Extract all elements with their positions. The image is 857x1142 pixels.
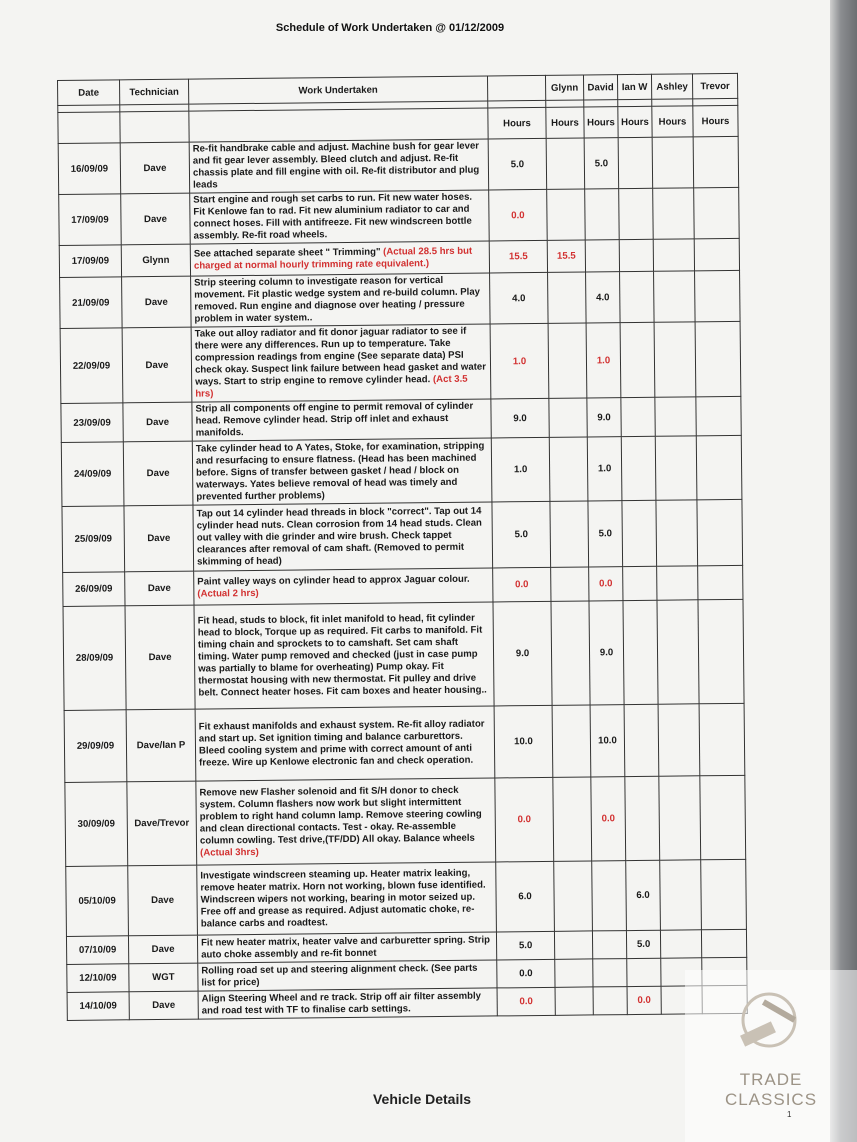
header-date: Date <box>58 80 120 106</box>
row-total-hours: 5.0 <box>496 931 554 960</box>
row-technician: Dave <box>125 571 194 606</box>
table-row <box>59 187 739 245</box>
row-date: 07/10/09 <box>66 936 128 965</box>
row-work-description <box>194 602 494 709</box>
row-glynn-hours: 15.5 <box>547 240 585 272</box>
work-text: Fit head, studs to block, fit inlet manifold to head, fit cylinder head to block, Torque up as required. Fit carbs to manifold. Fit timing chain and sprockets to to camshaft. Set cam shaft timing. Water pump removed and checked (just in case pump was partially to blame for overheating) Pump okay. Fit thermostat housing with new thermostat. Fit pulley and drive belt. Connect heater hoses. Fit cam boxes and heater housing.. <box>197 612 487 699</box>
row-david-hours: 10.0 <box>590 705 625 777</box>
header-total-blank <box>487 75 545 101</box>
row-date: 12/10/09 <box>67 964 129 993</box>
row-date: 30/09/09 <box>65 782 128 867</box>
row-technician: Glynn <box>121 244 190 277</box>
table-row <box>66 859 747 936</box>
actual-hours-note: (Actual 2 hrs) <box>197 587 259 600</box>
row-ian-w-hours <box>624 704 659 776</box>
row-ashley-hours <box>654 322 696 397</box>
row-date: 17/09/09 <box>59 194 122 246</box>
row-date: 29/09/09 <box>64 710 127 783</box>
row-ashley-hours <box>656 500 698 566</box>
row-work-description <box>197 862 497 935</box>
row-trevor-hours <box>696 435 742 499</box>
gavel-logo-icon <box>737 978 801 1060</box>
row-date: 22/09/09 <box>60 328 123 404</box>
row-technician: WGT <box>129 963 198 992</box>
row-total-hours: 6.0 <box>496 861 555 932</box>
row-work-description <box>192 438 492 505</box>
row-glynn-hours <box>554 861 593 931</box>
table-row <box>64 703 745 782</box>
row-david-hours: 4.0 <box>586 272 621 323</box>
row-ashley-hours <box>652 137 694 188</box>
row-date: 16/09/09 <box>58 143 121 195</box>
row-trevor-hours <box>701 859 747 929</box>
row-david-hours <box>585 189 620 240</box>
row-trevor-hours <box>694 238 739 270</box>
row-glynn-hours <box>549 437 588 501</box>
row-ashley-hours <box>658 704 700 776</box>
row-technician: Dave <box>123 441 193 506</box>
header-david: David <box>583 75 617 100</box>
row-technician: Dave <box>123 402 192 442</box>
row-total-hours: 4.0 <box>490 272 549 324</box>
work-text: See attached separate sheet " Trimming" <box>193 246 384 260</box>
row-technician: Dave <box>125 605 195 710</box>
row-trevor-hours <box>699 703 745 775</box>
actual-hours-note: (Act 3.5 hrs) <box>195 373 468 400</box>
row-ian-w-hours <box>620 271 655 322</box>
row-date: 25/09/09 <box>62 506 125 573</box>
actual-hours-note: (Actual 3hrs) <box>200 846 259 859</box>
row-david-hours <box>585 240 619 272</box>
row-work-description <box>197 932 496 963</box>
row-date: 28/09/09 <box>63 606 126 711</box>
work-text: Rolling road set up and steering alignment check. (See parts list for price) <box>201 962 478 989</box>
row-david-hours: 9.0 <box>589 601 624 705</box>
work-text: Tap out 14 cylinder head threads in block "correct". Tap out 14 cylinder head nuts. Clean corrosion from 14 head studs. Clean out valley with die grinder and wire brush. Check tappet clearances after removal of cam shaft. (Removed to permit skimming of head) <box>196 505 482 568</box>
row-total-hours: 0.0 <box>493 567 551 602</box>
header-ashley: Ashley <box>651 74 692 99</box>
watermark-text: TRADE CLASSICS <box>724 1070 818 1109</box>
row-ashley-hours <box>653 188 695 239</box>
hours-label: Hours <box>546 107 584 138</box>
row-ashley-hours <box>657 566 698 600</box>
row-total-hours: 1.0 <box>490 323 549 399</box>
header-glynn: Glynn <box>545 75 583 100</box>
work-text: Remove new Flasher solenoid and fit S/H donor to check system. Column flashers now work but slight intermittent problem to right hand column lamp. Remove steering cowling and clean directional contacts. Test - okay. Re-assemble column cowling. Test drive,(TF/DD) All okay. Balance wheels <box>199 784 482 847</box>
header-technician: Technician <box>120 79 189 105</box>
row-work-description <box>198 960 497 991</box>
row-glynn-hours <box>551 601 590 705</box>
row-technician: Dave <box>122 276 192 328</box>
row-ian-w-hours <box>621 397 655 436</box>
row-trevor-hours <box>696 396 741 435</box>
row-ashley-hours <box>654 271 696 322</box>
row-trevor-hours <box>695 270 741 321</box>
row-work-description <box>190 241 489 276</box>
row-glynn-hours <box>554 931 592 959</box>
row-glynn-hours <box>549 398 587 437</box>
row-david-hours: 0.0 <box>591 777 626 861</box>
row-total-hours: 9.0 <box>491 398 549 438</box>
table-row <box>62 499 743 572</box>
row-glynn-hours <box>548 272 587 323</box>
row-ian-w-hours <box>627 958 661 986</box>
row-glynn-hours <box>547 189 586 240</box>
row-total-hours: 1.0 <box>491 437 550 502</box>
row-technician: Dave <box>122 327 192 403</box>
row-total-hours: 0.0 <box>495 777 554 862</box>
row-work-description <box>191 324 491 402</box>
row-ian-w-hours <box>620 322 655 397</box>
table-row <box>60 270 740 328</box>
row-ashley-hours <box>660 860 702 930</box>
row-glynn-hours <box>553 777 592 861</box>
work-text: Start engine and rough set carbs to run. Fit new water hoses. Fit Kenlowe fan to rad. Fit new aluminium radiator to car and connect hoses. Fill with antifreeze. Fit new windscreen bottle assembly. Re-fit road wheels. <box>193 191 473 242</box>
row-david-hours <box>593 959 627 987</box>
hours-label: Hours <box>652 106 693 137</box>
row-ian-w-hours: 5.0 <box>626 930 660 958</box>
row-total-hours: 15.5 <box>489 240 547 273</box>
row-date: 17/09/09 <box>59 245 121 278</box>
work-text: Fit new heater matrix, heater valve and carburetter spring. Strip auto choke assembly and re-fit bonnet <box>200 934 491 961</box>
row-ashley-hours <box>655 397 696 436</box>
row-total-hours: 0.0 <box>489 189 548 241</box>
row-trevor-hours <box>700 775 746 859</box>
vehicle-details-heading: Vehicle Details <box>372 1091 472 1107</box>
row-date: 14/10/09 <box>67 992 129 1021</box>
row-ian-w-hours <box>619 239 653 271</box>
row-total-hours: 0.0 <box>497 987 555 1016</box>
row-david-hours: 5.0 <box>584 138 619 189</box>
header-trevor: Trevor <box>692 73 737 98</box>
hours-label: Hours <box>693 105 738 136</box>
row-work-description <box>195 706 495 781</box>
row-total-hours: 5.0 <box>488 138 547 190</box>
row-ashley-hours <box>660 930 701 958</box>
row-work-description <box>198 988 497 1019</box>
row-trevor-hours <box>701 929 746 957</box>
row-david-hours: 0.0 <box>589 567 623 601</box>
trade-classics-watermark <box>685 970 857 1142</box>
row-ian-w-hours <box>622 500 657 566</box>
row-glynn-hours <box>551 567 589 601</box>
row-work-description <box>191 273 491 327</box>
page-number: 1 <box>787 1110 792 1119</box>
row-technician: Dave/Trevor <box>127 781 197 866</box>
row-work-description <box>189 139 489 193</box>
row-ashley-hours <box>657 600 699 704</box>
row-technician: Dave <box>121 193 191 245</box>
table-row <box>58 136 738 194</box>
table-row <box>60 321 741 403</box>
header-work: Work Undertaken <box>188 76 487 104</box>
work-text: Align Steering Wheel and re track. Strip off air filter assembly and road test with TF to finalise carb settings. <box>201 990 482 1017</box>
row-ian-w-hours <box>623 600 658 704</box>
row-total-hours: 5.0 <box>492 501 551 568</box>
row-date: 24/09/09 <box>61 442 124 507</box>
row-david-hours: 1.0 <box>587 437 622 501</box>
row-trevor-hours <box>697 499 743 565</box>
row-technician: Dave <box>128 935 197 964</box>
work-schedule-sheet <box>57 73 748 1021</box>
work-text: Take cylinder head to A Yates, Stoke, for examination, stripping and resurfacing to ensure flatness. (Head has been machined before. Signs of transfer between gasket / head / block on waterways. Yates believe removal of head was timely and prevented further problems) <box>195 440 485 503</box>
table-row <box>63 599 744 710</box>
row-trevor-hours <box>694 187 740 238</box>
row-trevor-hours <box>698 565 743 599</box>
row-trevor-hours <box>693 136 739 187</box>
row-date: 23/09/09 <box>61 403 123 443</box>
row-ian-w-hours <box>621 436 656 500</box>
row-glynn-hours <box>546 138 585 189</box>
work-text: Strip all components off engine to permit removal of cylinder head. Remove cylinder head. Strip off inlet and exhaust manifolds. <box>195 400 474 439</box>
row-ashley-hours <box>659 776 701 860</box>
table-row <box>61 435 742 506</box>
row-ashley-hours <box>655 436 697 500</box>
row-date: 21/09/09 <box>60 277 123 329</box>
header-ian-w: Ian W <box>617 74 651 99</box>
row-glynn-hours <box>555 959 593 987</box>
row-david-hours: 5.0 <box>588 501 623 567</box>
row-date: 05/10/09 <box>66 866 129 937</box>
row-david-hours: 9.0 <box>587 398 621 437</box>
row-date: 26/09/09 <box>63 572 125 607</box>
row-ian-w-hours <box>618 137 653 188</box>
row-glynn-hours <box>550 501 589 567</box>
row-ashley-hours <box>653 239 694 271</box>
row-glynn-hours <box>555 987 593 1015</box>
work-schedule-table <box>57 73 748 1021</box>
work-text: Fit exhaust manifolds and exhaust system. Re-fit alloy radiator and start up. Set ignition timing and balance carburettors. Bleed cooling system and prime with correct amount of anti freeze. Wire up Kenlowe electronic fan and check operation. <box>198 718 485 769</box>
work-text: Take out alloy radiator and fit donor jaguar radiator to see if there were any differences. Run up to temperature. Take compression readings from engine (See separate data) PSI check okay. Suspect link failure between head gasket and water ways. Start to strip engine to remove cylinder head. <box>194 325 487 388</box>
row-david-hours: 1.0 <box>586 323 621 398</box>
hours-label: Hours <box>488 107 546 139</box>
row-ian-w-hours: 6.0 <box>626 860 661 930</box>
row-david-hours <box>593 987 627 1015</box>
row-work-description <box>193 502 493 571</box>
row-technician: Dave <box>120 142 190 194</box>
row-glynn-hours <box>552 705 591 777</box>
row-work-description <box>192 399 491 441</box>
row-work-description <box>190 190 490 244</box>
row-work-description <box>194 568 493 605</box>
row-total-hours: 0.0 <box>497 959 555 988</box>
row-technician: Dave <box>124 505 194 572</box>
row-david-hours <box>592 861 627 931</box>
row-work-description <box>196 778 496 865</box>
row-ian-w-hours <box>625 776 660 860</box>
row-technician: Dave/Ian P <box>126 709 196 782</box>
row-trevor-hours <box>698 599 744 703</box>
table-row <box>65 775 746 866</box>
work-text: Re-fit handbrake cable and adjust. Machine bush for gear lever and fit gear lever assembly. Bleed clutch and adjust. Re-fit chassis plate and fill engine with oil. Re-fit distributor and plug leads <box>192 140 480 191</box>
document-title: Schedule of Work Undertaken @ 01/12/2009 <box>275 22 505 34</box>
work-text: Investigate windscreen steaming up. Heater matrix leaking, remove heater matrix. Horn not working, blown fuse identified. Windscreen wipers not working, bearing in motor seized up. Free off and grease as required. Adjust automatic choke, re-balance carbs and roadtest. <box>200 867 486 930</box>
row-david-hours <box>592 931 626 959</box>
row-glynn-hours <box>548 323 587 398</box>
row-total-hours: 10.0 <box>494 705 553 778</box>
row-technician: Dave <box>129 991 198 1020</box>
row-ian-w-hours <box>619 188 654 239</box>
work-text: Strip steering column to investigate reason for vertical movement. Fit plastic wedge system and re-build column. Play removed. Run engine and diagnose over heating / pressure problem in water system.. <box>194 274 481 325</box>
row-trevor-hours <box>695 321 741 396</box>
hours-label: Hours <box>584 107 618 138</box>
row-total-hours: 9.0 <box>493 601 552 706</box>
row-ian-w-hours <box>623 566 657 600</box>
actual-hours-note: (Actual 28.5 hrs but charged at normal hourly trimming rate equivalent.) <box>193 245 473 272</box>
work-text: Paint valley ways on cylinder head to approx Jaguar colour. <box>197 573 470 588</box>
hours-label: Hours <box>618 106 652 137</box>
row-ian-w-hours: 0.0 <box>627 986 661 1014</box>
row-technician: Dave <box>128 865 198 936</box>
